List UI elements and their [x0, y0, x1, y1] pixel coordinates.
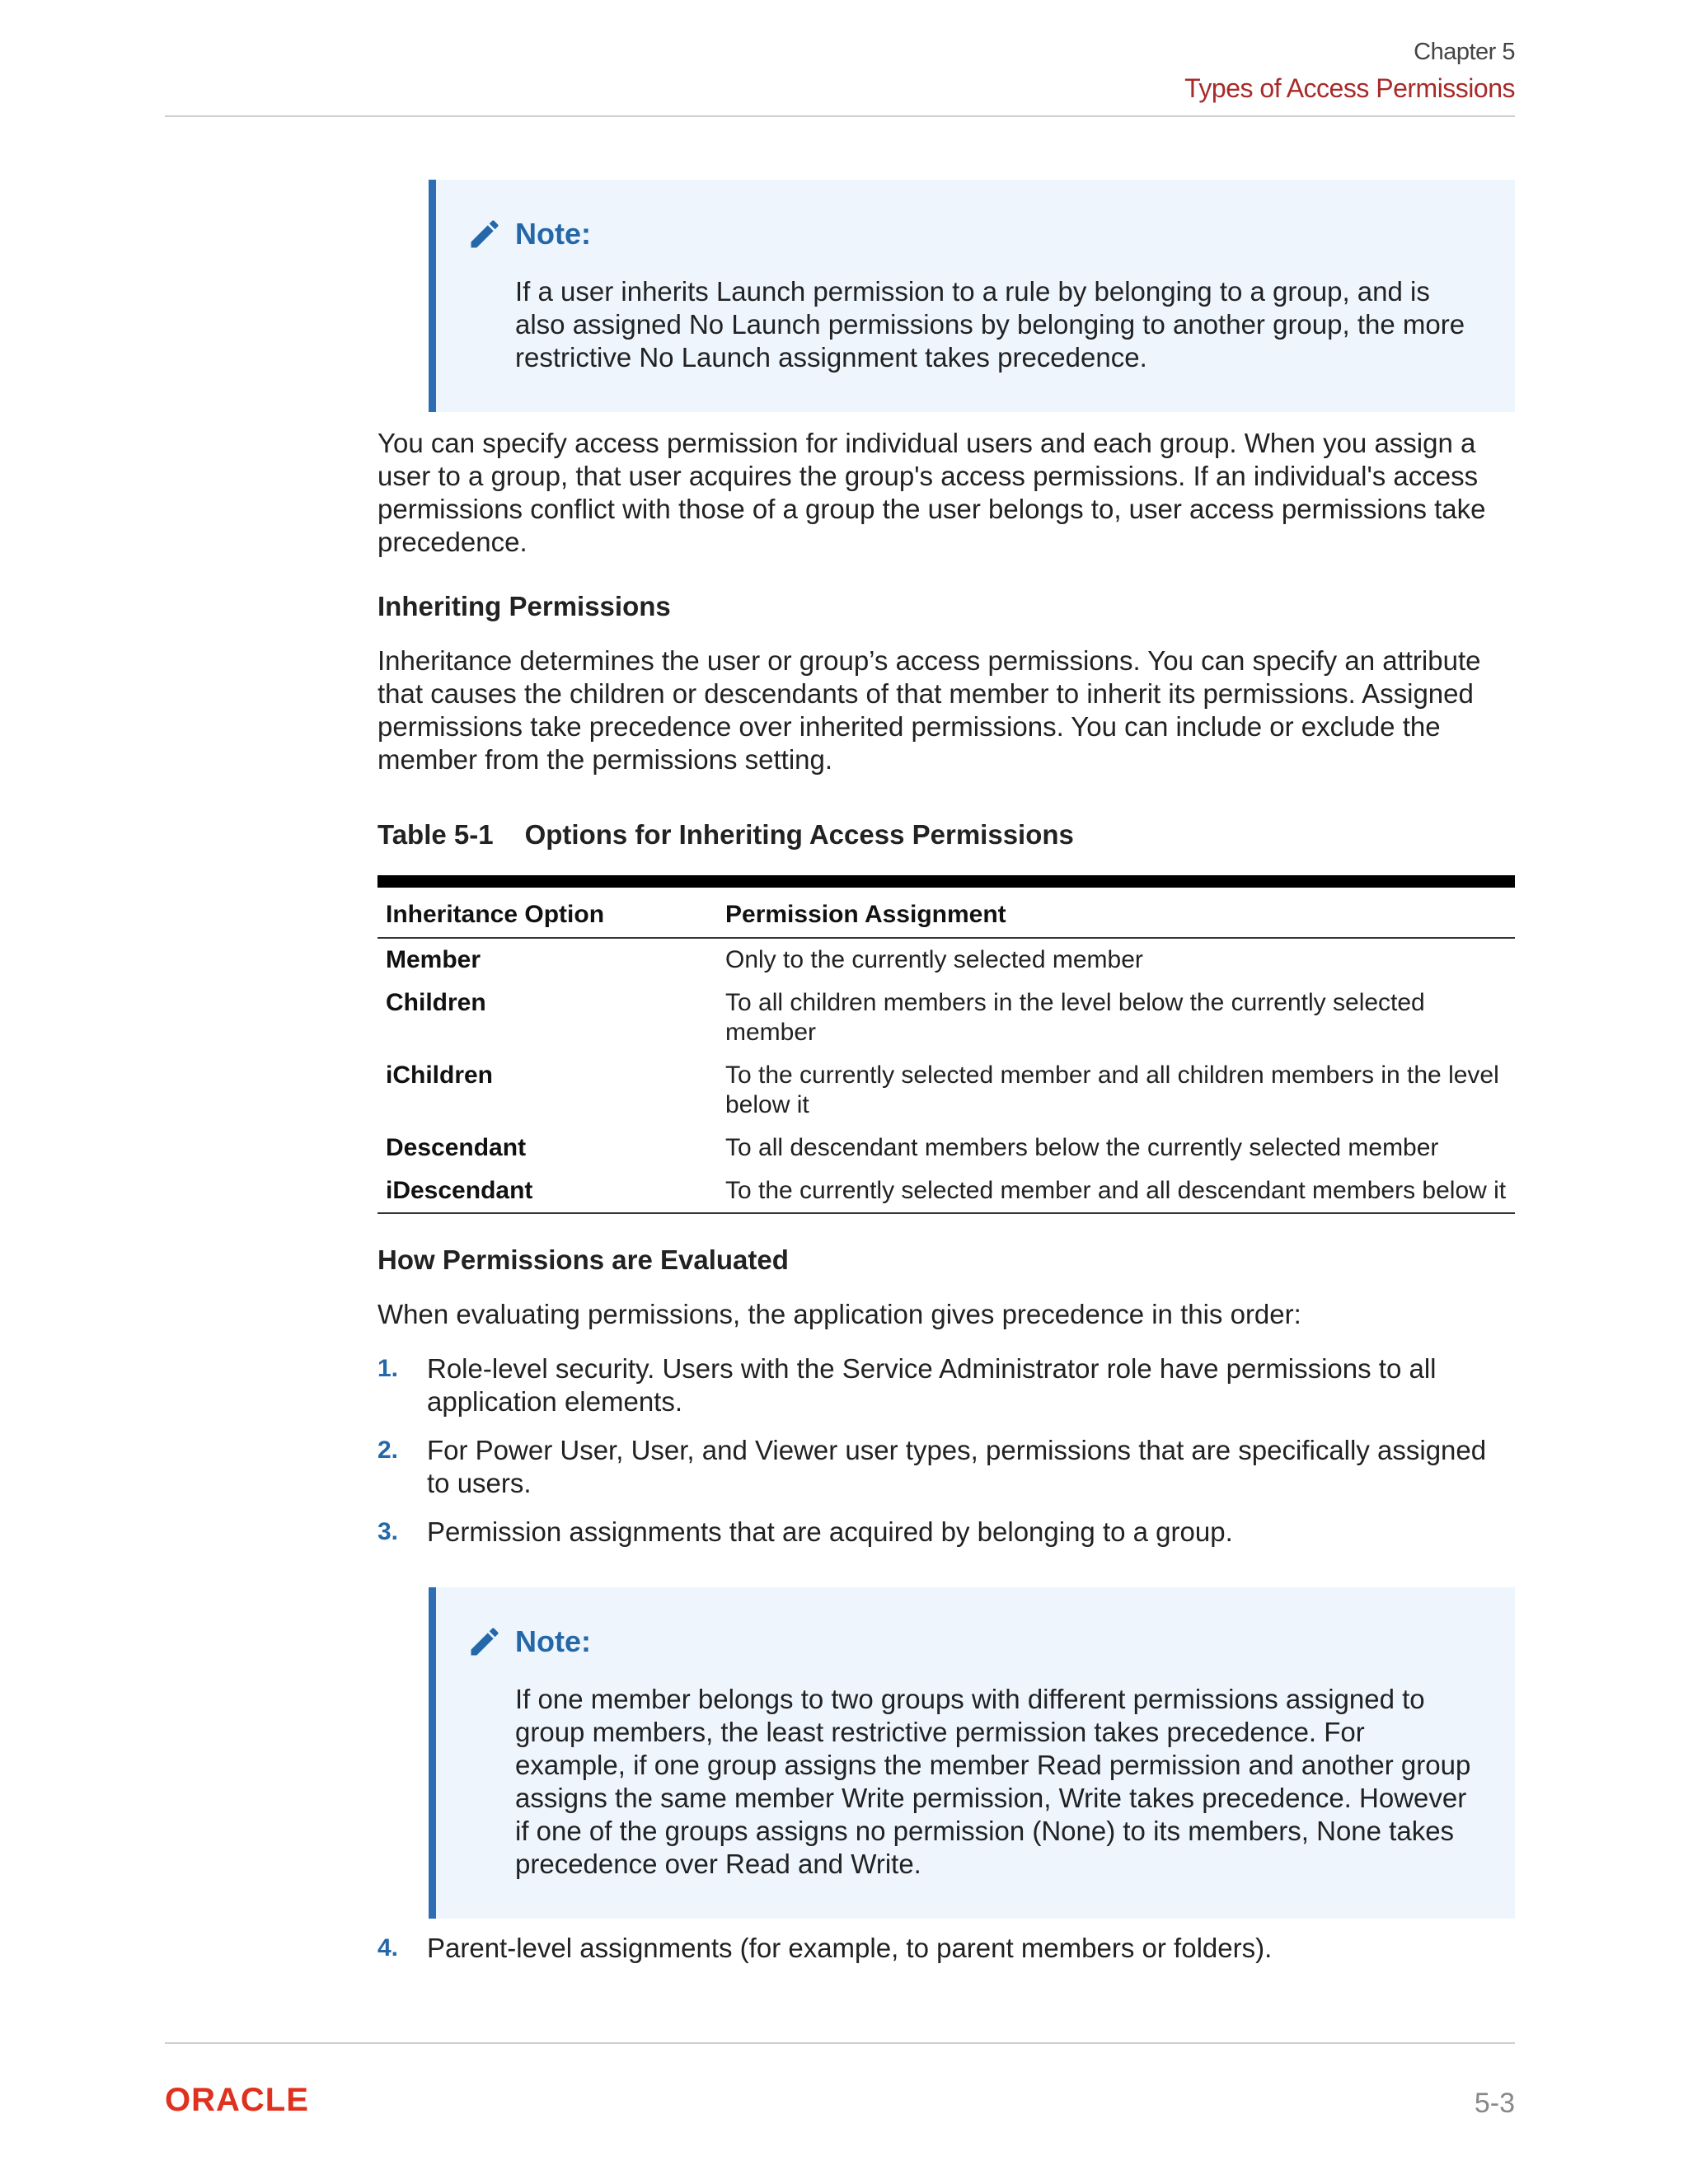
table-row: [377, 938, 1515, 982]
option-cell: iChildren: [386, 1062, 494, 1089]
assignment-cell: To all children members in the level below the currently selected member: [725, 989, 1425, 1046]
note-title: Note:: [515, 217, 591, 251]
list-item: [377, 1352, 1515, 1418]
table-caption-title: Options for Inheriting Access Permissions: [524, 819, 1074, 850]
list-number: 4.: [377, 1934, 399, 1961]
assignment-cell: Only to the currently selected member: [725, 946, 1143, 973]
pencil-icon: [467, 1624, 503, 1660]
assignment-cell: To the currently selected member and all descendant members below it: [717, 1169, 1515, 1213]
table-row: [377, 982, 1515, 1054]
page-number: 5-3: [1474, 2088, 1515, 2119]
list-item: [377, 1434, 1515, 1500]
option-cell: Member: [386, 946, 481, 973]
oracle-logo: [165, 2083, 350, 2121]
column-header-option: Inheritance Option: [377, 882, 717, 939]
header-divider: [165, 115, 1515, 117]
assignment-cell: To the currently selected member and all children members in the level below it: [725, 1062, 1499, 1118]
table-caption: [377, 819, 1515, 851]
page-header: [1184, 38, 1515, 105]
list-number: 3.: [377, 1518, 399, 1545]
evaluation-heading: How Permissions are Evaluated: [377, 1244, 789, 1275]
list-item: [377, 1932, 1515, 1965]
precedence-list: [377, 1352, 1515, 1549]
permissions-table: [377, 875, 1515, 1214]
column-header-assignment: Permission Assignment: [717, 882, 1515, 939]
list-text: For Power User, User, and Viewer user types, permissions that are specifically assigned to users.: [427, 1435, 1487, 1498]
list-number: 1.: [377, 1355, 399, 1382]
note-header: [467, 1625, 1482, 1658]
chapter-label: Chapter 5: [1414, 39, 1515, 65]
table-caption-number: Table 5-1: [377, 819, 494, 850]
inheriting-heading: Inheriting Permissions: [377, 591, 671, 621]
list-item: [377, 1516, 1515, 1549]
list-text: Permission assignments that are acquired by belonging to a group.: [427, 1516, 1233, 1547]
oracle-logo-mark: [165, 2083, 350, 2116]
intro-paragraph: You can specify access permission for individual users and each group. When you assign a user to a group, that user acquires the group's access permissions. If an individual's access permissions conflict with those of a group the user belongs to, user access permissions take precedence.: [377, 428, 1486, 557]
precedence-list-continued: [377, 1932, 1515, 1965]
list-text: Parent-level assignments (for example, to parent members or folders).: [427, 1933, 1273, 1963]
oracle-logo-text: ORACLE: [165, 2083, 309, 2116]
note-text: If a user inherits Launch permission to a rule by belonging to a group, and is also assigned No Launch permissions by belonging to another group, the more restrictive No Launch assignment takes precedence.: [515, 276, 1465, 373]
list-text: Role-level security. Users with the Service Administrator role have permissions to all application elements.: [427, 1353, 1437, 1417]
inheriting-paragraph: Inheritance determines the user or group’s access permissions. You can specify an attribute that causes the children or descendants of that member to inherit its permissions. Assigned permissions take precedence over inherited permissions. You can include or exclude the member from the permissions setting.: [377, 645, 1481, 775]
note-box: [429, 1587, 1515, 1919]
option-cell: Children: [386, 989, 486, 1016]
chapter-title: Types of Access Permissions: [1184, 73, 1515, 103]
table-header-row: [377, 882, 1515, 939]
option-cell: iDescendant: [377, 1169, 717, 1213]
assignment-cell: To all descendant members below the currently selected member: [725, 1134, 1439, 1161]
evaluation-intro: When evaluating permissions, the application gives precedence in this order:: [377, 1299, 1301, 1329]
table-row: [377, 1054, 1515, 1127]
table-row: [377, 1169, 1515, 1213]
note-header: [467, 218, 1482, 251]
list-number: 2.: [377, 1436, 399, 1464]
note-text: If one member belongs to two groups with different permissions assigned to group members, the least restrictive permission takes precedence. For example, if one group assigns the member Read permission and another group assigns the same member Write permission, Write takes precedence. However if one of the groups assigns no permission (None) to its members, None takes precedence over Read and Write.: [515, 1684, 1471, 1879]
option-cell: Descendant: [386, 1134, 527, 1161]
note-title: Note:: [515, 1624, 591, 1658]
footer-divider: [165, 2042, 1515, 2044]
note-box: [429, 180, 1515, 412]
table-row: [377, 1127, 1515, 1169]
pencil-icon: [467, 216, 503, 252]
main-content: [377, 180, 1515, 1965]
